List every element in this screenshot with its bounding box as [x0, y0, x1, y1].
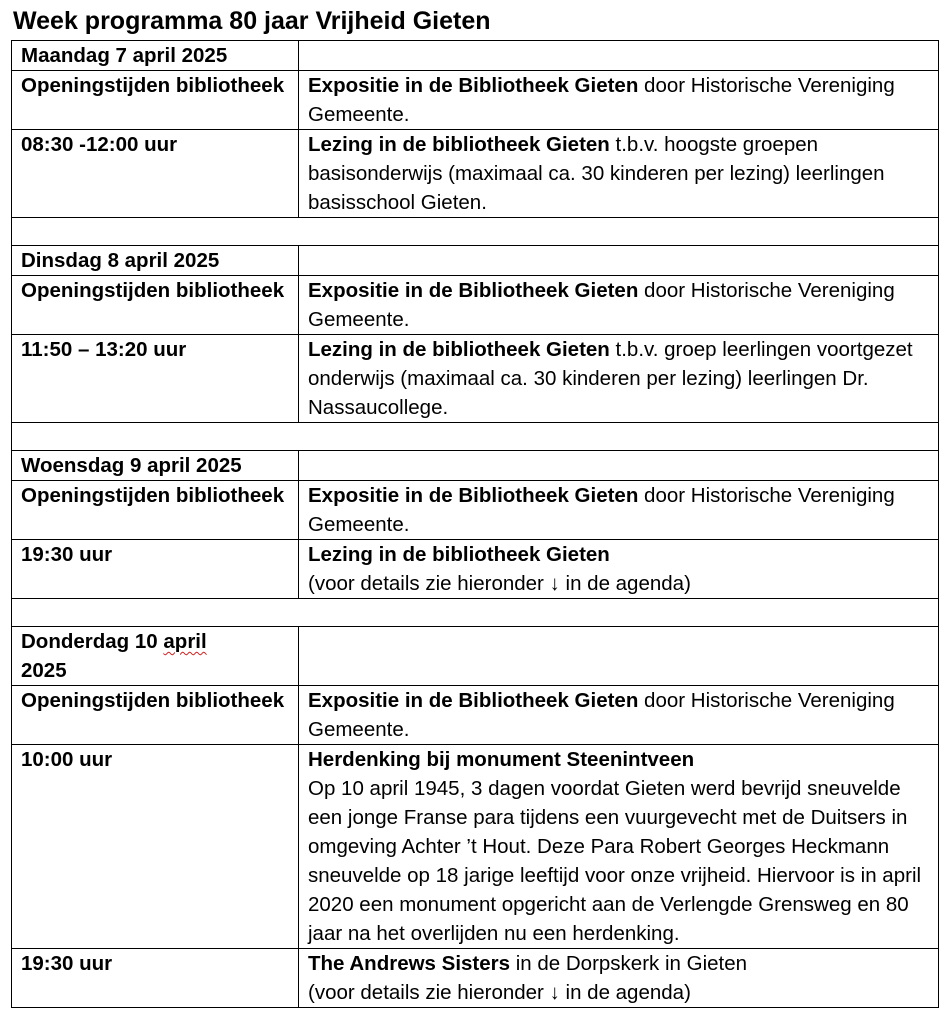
- spacer-cell: [12, 218, 939, 246]
- event-text: (voor details zie hieronder ↓ in de agenda): [308, 572, 691, 595]
- event-title: Lezing in de bibliotheek Gieten: [308, 543, 610, 566]
- event-title: The Andrews Sisters: [308, 952, 511, 975]
- event-time: 19:30 uur: [12, 540, 299, 599]
- event-text: door Historische Vereniging Gemeente.: [308, 279, 895, 331]
- event-text: t.b.v. hoogste groepen basisonderwijs (maximaal ca. 30 kinderen per lezing) leerlingen basisschool Gieten.: [308, 133, 885, 214]
- day-header-row: [12, 41, 939, 71]
- day-label-part: Donderdag 10: [21, 630, 164, 653]
- event-title: Expositie in de Bibliotheek Gieten: [308, 279, 639, 302]
- day-header-row: [12, 451, 939, 481]
- event-time: Openingstijden bibliotheek: [12, 276, 299, 335]
- event-description: [299, 745, 939, 949]
- event-time: Openingstijden bibliotheek: [12, 481, 299, 540]
- spacer-row: [12, 423, 939, 451]
- event-row: [12, 686, 939, 745]
- event-description: [299, 276, 939, 335]
- event-row: [12, 745, 939, 949]
- event-time: Openingstijden bibliotheek: [12, 686, 299, 745]
- program-table: [11, 40, 939, 1008]
- day-label-part: april: [163, 630, 207, 653]
- event-title: Herdenking bij monument Steenintveen: [308, 748, 695, 771]
- day-label: Woensdag 9 april 2025: [12, 451, 299, 481]
- event-description: [299, 540, 939, 599]
- event-time: 08:30 -12:00 uur: [12, 130, 299, 218]
- spacer-cell: [12, 599, 939, 627]
- event-title: Lezing in de bibliotheek Gieten: [308, 133, 610, 156]
- event-description: [299, 949, 939, 1008]
- event-text: Op 10 april 1945, 3 dagen voordat Gieten werd bevrijd sneuvelde een jonge Franse para tijdens een vuurgevecht met de Duitsers in omgeving Achter ’t Hout. Deze Para Robert Georges Heckmann sneuvelde op 18 jarige leeftijd voor onze vrijheid. Hiervoor is in april 2020 een monument opgericht aan de Verlengde Grensweg en 80 jaar na het overlijden nu een herdenking.: [308, 777, 922, 945]
- event-text: door Historische Vereniging Gemeente.: [308, 689, 895, 741]
- event-description: [299, 686, 939, 745]
- empty-cell: [299, 41, 939, 71]
- empty-cell: [299, 627, 939, 686]
- event-row: [12, 540, 939, 599]
- event-text: t.b.v. groep leerlingen voortgezet onderwijs (maximaal ca. 30 kinderen per lezing) leerlingen Dr. Nassaucollege.: [308, 338, 913, 419]
- day-label-part: 2025: [21, 659, 67, 682]
- empty-cell: [299, 451, 939, 481]
- event-row: [12, 71, 939, 130]
- event-description: [299, 335, 939, 423]
- event-time: 19:30 uur: [12, 949, 299, 1008]
- spacer-row: [12, 599, 939, 627]
- event-description: [299, 481, 939, 540]
- empty-cell: [299, 246, 939, 276]
- event-description: [299, 71, 939, 130]
- event-title: Expositie in de Bibliotheek Gieten: [308, 689, 639, 712]
- event-text: door Historische Vereniging Gemeente.: [308, 74, 895, 126]
- event-row: [12, 130, 939, 218]
- day-label: Maandag 7 april 2025: [12, 41, 299, 71]
- event-text: in de Dorpskerk in Gieten: [510, 952, 748, 975]
- event-description: [299, 130, 939, 218]
- spacer-cell: [12, 423, 939, 451]
- page-title: Week programma 80 jaar Vrijheid Gieten: [13, 7, 491, 35]
- event-text: (voor details zie hieronder ↓ in de agenda): [308, 981, 691, 1004]
- spacer-row: [12, 218, 939, 246]
- event-title: Expositie in de Bibliotheek Gieten: [308, 484, 639, 507]
- day-label: [12, 627, 299, 686]
- day-header-row: [12, 627, 939, 686]
- event-title: Expositie in de Bibliotheek Gieten: [308, 74, 639, 97]
- event-title: Lezing in de bibliotheek Gieten: [308, 338, 610, 361]
- day-header-row: [12, 246, 939, 276]
- event-row: [12, 276, 939, 335]
- day-label: Dinsdag 8 april 2025: [12, 246, 299, 276]
- event-text: door Historische Vereniging Gemeente.: [308, 484, 895, 536]
- event-time: 11:50 – 13:20 uur: [12, 335, 299, 423]
- event-time: 10:00 uur: [12, 745, 299, 949]
- event-time: Openingstijden bibliotheek: [12, 71, 299, 130]
- event-row: [12, 335, 939, 423]
- event-row: [12, 949, 939, 1008]
- event-row: [12, 481, 939, 540]
